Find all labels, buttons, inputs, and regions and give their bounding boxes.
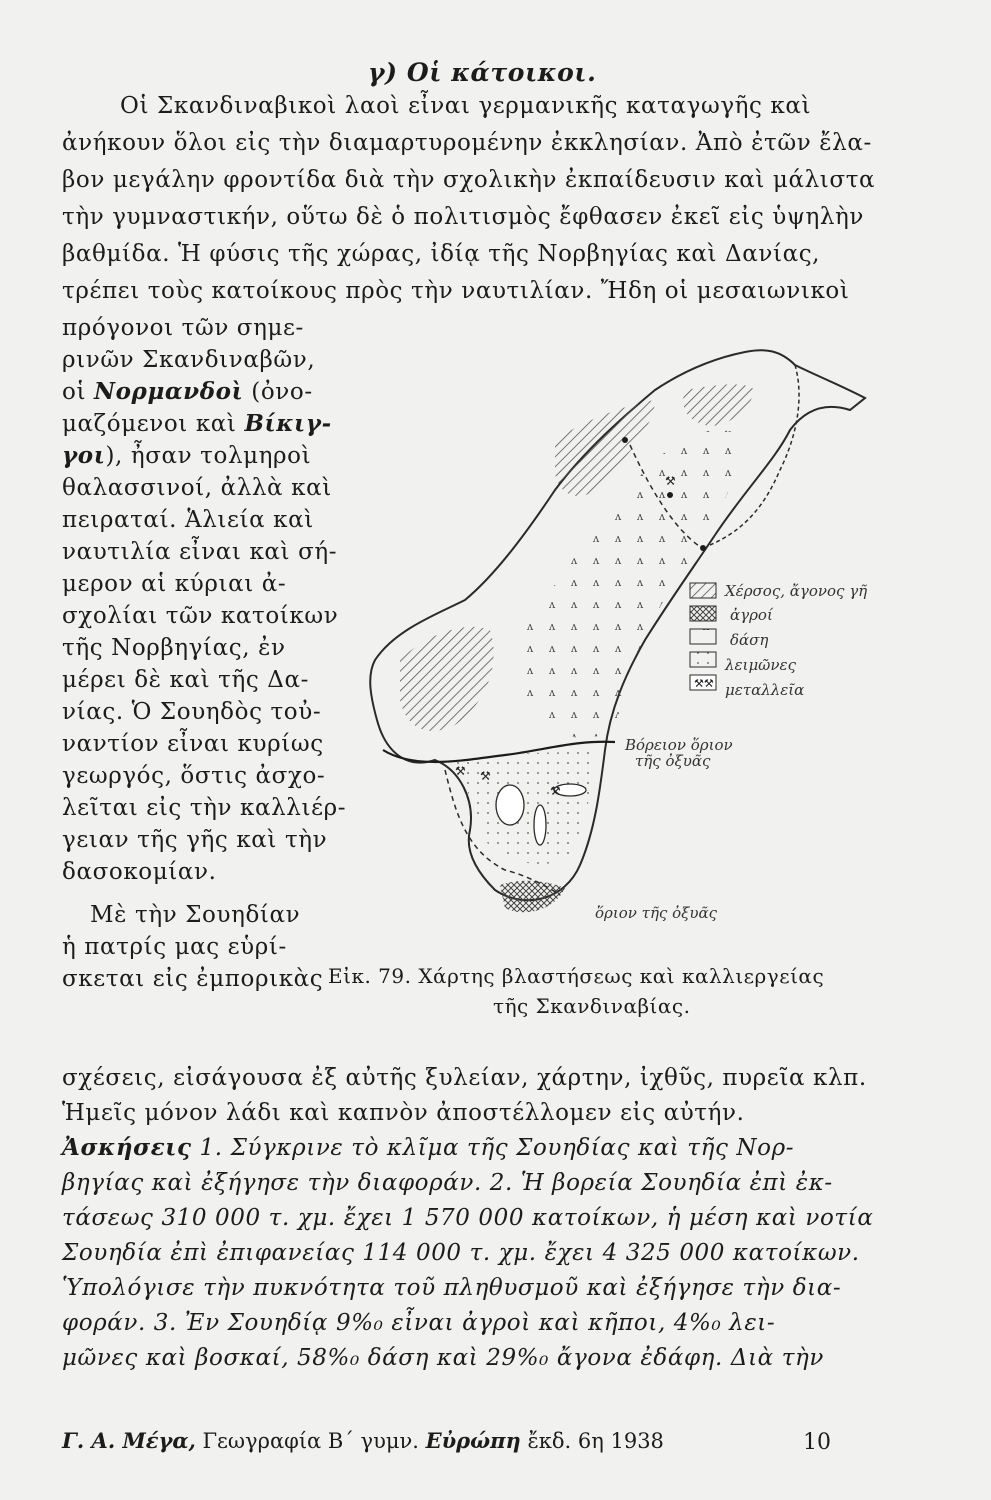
exercise-line: φοράν. 3. Ἐν Σουηδίᾳ 9%₀ εἶναι ἀγροὶ καὶ κῆποι, 4%₀ λει- (62, 1310, 776, 1336)
text-line: τὴν γυμναστικήν, οὕτω δὲ ὁ πολιτισμὸς ἔφθασεν ἐκεῖ εἰς ὑψηλὴν (62, 204, 865, 230)
region-barren-norway (400, 627, 494, 731)
lake-vanern (496, 785, 524, 825)
text-line: σκεται εἰς ἐμπορικὰς (62, 966, 324, 992)
region-barren-northeast (683, 384, 755, 426)
town-marker (667, 492, 673, 498)
text-line (62, 409, 332, 439)
legend-label-fields: ἀγροί (730, 606, 773, 624)
exercise-line: βηγίας καὶ ἐξήγησε τὴν διαφοράν. 2. Ἡ βορεία Σουηδία ἐπὶ ἐκ- (62, 1170, 833, 1196)
text-line: πειραταί. Ἁλιεία καὶ (62, 507, 314, 533)
text-line: ἀνήκουν ὅλοι εἰς τὴν διαμαρτυρομένην ἐκκλησίαν. Ἀπὸ ἐτῶν ἔλα- (62, 130, 872, 156)
text-line: Μὲ τὴν Σουηδίαν (90, 902, 301, 928)
text-line: γειαν τῆς γῆς καὶ τὴν (62, 827, 328, 853)
beech-boundary-label: ὅριον τῆς ὀξυᾶς (595, 904, 718, 922)
exercise-line: Σουηδία ἐπὶ ἐπιφανείας 114 000 τ. χμ. ἔχει 4 325 000 κατοίκων. (62, 1240, 860, 1266)
text-line: βαθμίδα. Ἡ φύσις τῆς χώρας, ἰδίᾳ τῆς Νορβηγίας καὶ Δανίας, (62, 241, 821, 267)
exercise-line: Ὑπολόγισε τὴν πυκνότητα τοῦ πληθυσμοῦ καὶ ἐξήγησε τὴν δια- (62, 1275, 842, 1301)
footer-author: Γ. Α. Μέγα, (62, 1428, 196, 1453)
text-line (62, 377, 313, 407)
text-line: Οἱ Σκανδιναβικοὶ λαοὶ εἶναι γερμανικῆς καταγωγῆς καὶ (120, 93, 812, 119)
term-vikings: Βίκιγ- (244, 410, 332, 437)
text-fragment: (ὀνο- (243, 379, 313, 405)
text-line (62, 441, 311, 471)
exercise-line: τάσεως 310 000 τ. χμ. ἔχει 1 570 000 κατοίκων, ἡ μέση καὶ νοτία (62, 1205, 874, 1231)
figure-caption-line-1: Εἰκ. 79. Χάρτης βλαστήσεως καὶ καλλιεργείας (328, 964, 825, 988)
beech-limit-label: Βόρειον ὅριον (625, 736, 733, 754)
text-line: πρόγονοι τῶν σημε- (62, 315, 304, 341)
exercise-line (62, 1133, 794, 1163)
text-line: μερον αἱ κύριαι ἀ- (62, 571, 287, 597)
legend-label-meadows: λειμῶνες (725, 656, 796, 674)
footer-book: Εὐρώπη (425, 1428, 521, 1453)
text-line: βον μεγάλην φροντίδα διὰ τὴν σχολικὴν ἐκπαίδευσιν καὶ μάλιστα (62, 167, 876, 193)
text-line: σχέσεις, εἰσάγουσα ἐξ αὐτῆς ξυλείαν, χάρτην, ἰχθῦς, πυρεῖα κλπ. (62, 1065, 867, 1091)
text-line: Ἡμεῖς μόνον λάδι καὶ καπνὸν ἀποστέλλομεν εἰς αὐτήν. (62, 1100, 745, 1126)
svg-text:⚒⚒: ⚒⚒ (694, 677, 714, 690)
section-heading: γ) Οἱ κάτοικοι. (368, 58, 597, 87)
region-fields (500, 881, 565, 913)
text-fragment: οἱ (62, 379, 94, 405)
footer-edition: ἔκδ. 6η 1938 (520, 1429, 664, 1453)
text-line: μέρει δὲ καὶ τῆς Δα- (62, 667, 309, 693)
page-number: 10 (803, 1430, 831, 1455)
mine-symbol: ⚒ (455, 764, 466, 778)
scandinavia-vegetation-map (325, 330, 890, 960)
mine-symbol: ⚒ (480, 769, 491, 783)
text-line: θαλασσινοί, ἀλλὰ καὶ (62, 475, 332, 501)
legend-label-mines: μεταλλεῖα (725, 681, 805, 699)
text-line: λεῖται εἰς τὴν καλλιέρ- (62, 795, 347, 821)
exercises-label: Ἀσκήσεις (62, 1134, 192, 1161)
mine-symbol: ⚒ (550, 784, 561, 798)
term-normans: Νορμανδοὶ (93, 378, 244, 405)
legend-label-forests: δάση (730, 631, 769, 649)
legend-label-barren: Χέρσος, ἄγονος γῆ (725, 582, 868, 600)
town-marker (622, 437, 628, 443)
figure-caption-line-2: τῆς Σκανδιναβίας. (493, 994, 691, 1018)
term-vikings-end: γοι (62, 442, 106, 469)
town-marker (700, 545, 706, 551)
text-fragment: 1. Σύγκρινε τὸ κλῖμα τῆς Σουηδίας καὶ τῆς Νορ- (191, 1135, 795, 1161)
beech-limit-label-2: τῆς ὀξυᾶς (635, 752, 711, 770)
text-line: ρινῶν Σκανδιναβῶν, (62, 347, 316, 373)
text-line: δασοκομίαν. (62, 859, 217, 885)
mine-symbol: ⚒ (665, 474, 676, 488)
page-footer (62, 1428, 664, 1453)
text-line: τῆς Νορβηγίας, ἐν (62, 635, 286, 661)
map-graphic (325, 330, 890, 960)
text-line: ἡ πατρίς μας εὑρί- (62, 934, 287, 960)
text-line: τρέπει τοὺς κατοίκους πρὸς τὴν ναυτιλίαν. Ἤδη οἱ μεσαιωνικοὶ (62, 278, 850, 304)
map-legend (690, 582, 867, 699)
text-fragment: ), ἦσαν τολμηροὶ (105, 443, 312, 469)
text-line: γεωργός, ὅστις ἀσχο- (62, 763, 326, 789)
text-fragment: μαζόμενοι καὶ (62, 411, 245, 437)
text-line: σχολίαι τῶν κατοίκων (62, 603, 339, 629)
text-line: νίας. Ὁ Σουηδὸς τοὐ- (62, 699, 322, 725)
text-line: ναυτιλία εἶναι καὶ σή- (62, 539, 338, 565)
footer-title: Γεωγραφία Β΄ γυμν. (195, 1429, 426, 1453)
exercise-line: μῶνες καὶ βοσκαί, 58%₀ δάση καὶ 29%₀ ἄγονα ἐδάφη. Διὰ τὴν (62, 1345, 825, 1371)
lake-vattern (534, 805, 546, 845)
text-line: ναντίον εἶναι κυρίως (62, 731, 324, 757)
